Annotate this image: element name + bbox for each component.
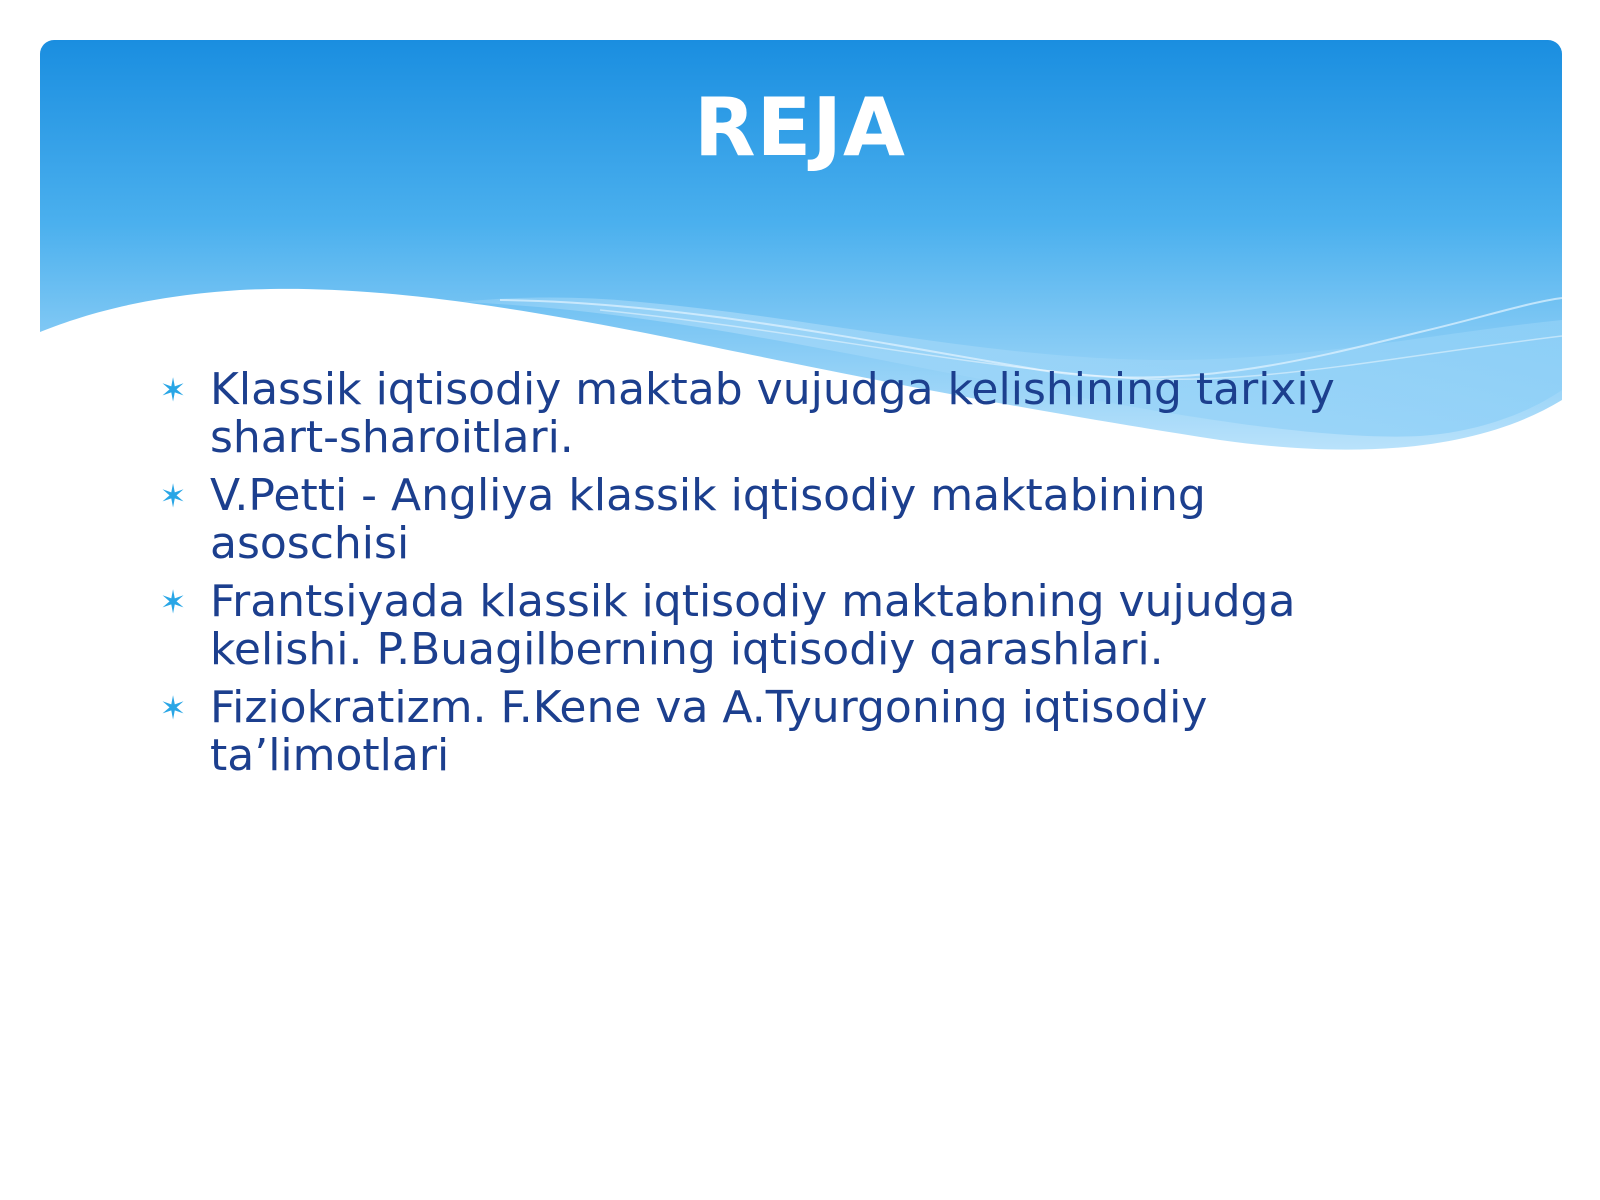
list-item <box>158 684 1398 780</box>
list-item <box>158 578 1398 674</box>
list-item-text: V.Petti - Angliya klassik iqtisodiy maktabining asoschisi <box>210 470 1206 569</box>
slide-title: REJA <box>694 81 906 174</box>
list-item-text: Klassik iqtisodiy maktab vujudga kelishining tarixiy shart-sharoitlari. <box>210 364 1335 463</box>
list-item-text: Fiziokratizm. F.Kene va A.Tyurgoning iqtisodiy ta’limotlari <box>210 682 1208 781</box>
asterisk-icon: ✶ <box>159 583 187 621</box>
list-item <box>158 472 1398 568</box>
asterisk-icon: ✶ <box>159 689 187 727</box>
list-item <box>158 366 1398 462</box>
plan-list <box>158 366 1398 790</box>
list-item-text: Frantsiyada klassik iqtisodiy maktabning vujudga kelishi. P.Buagilberning iqtisodiy qarashlari. <box>210 576 1296 675</box>
asterisk-icon: ✶ <box>159 371 187 409</box>
asterisk-icon: ✶ <box>159 477 187 515</box>
